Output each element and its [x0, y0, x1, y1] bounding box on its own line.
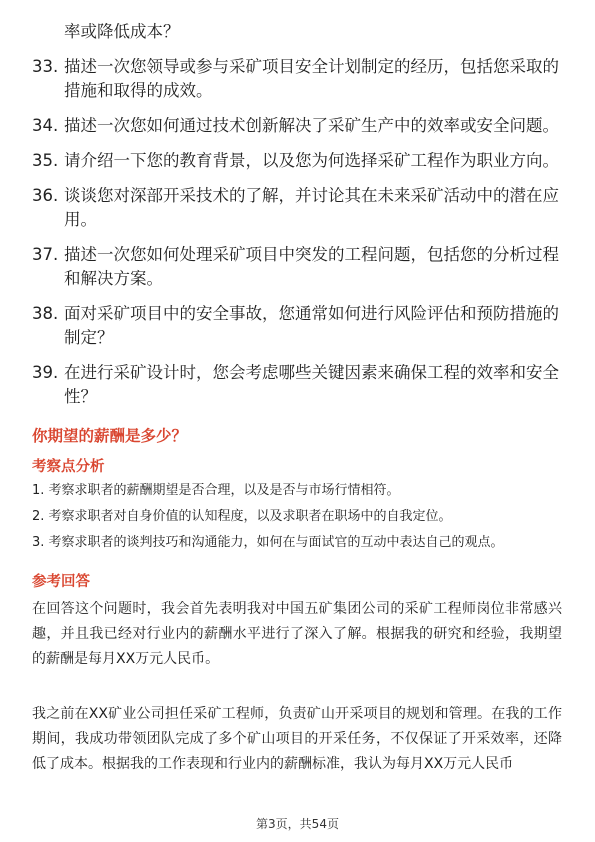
page-footer: 第3页，共54页	[256, 817, 339, 831]
question-item	[32, 114, 572, 138]
question-item	[32, 55, 572, 103]
question-text: 请介绍一下您的教育背景，以及您为何选择采矿工程作为职业方向。	[64, 151, 559, 170]
analysis-item: 1. 考察求职者的薪酬期望是否合理，以及是否与市场行情相符。	[32, 483, 400, 498]
question-number: 36.	[32, 186, 59, 205]
question-number: 39.	[32, 363, 59, 382]
answer-paragraph: 在回答这个问题时，我会首先表明我对中国五矿集团公司的采矿工程师岗位非常感兴趣，并且我已经对行业内的薪酬水平进行了深入了解。根据我的研究和经验，我期望的薪酬是每月XX万元人民币。	[32, 601, 562, 667]
question-number: 38.	[32, 304, 59, 323]
answer-paragraph: 我之前在XX矿业公司担任采矿工程师，负责矿山开采项目的规划和管理。在我的工作期间，我成功带领团队完成了多个矿山项目的开采任务，不仅保证了开采效率，还降低了成本。根据我的工作表现和行业内的薪酬标准，我认为每月XX万元人民币	[32, 706, 562, 772]
question-text: 率或降低成本？	[64, 22, 180, 41]
question-text: 描述一次您领导或参与采矿项目安全计划制定的经历，包括您采取的措施和取得的成效。	[64, 57, 559, 100]
question-number: 34.	[32, 116, 59, 135]
question-number: 35.	[32, 151, 59, 170]
question-item	[32, 302, 572, 350]
question-text: 在进行采矿设计时，您会考虑哪些关键因素来确保工程的效率和安全性？	[64, 363, 559, 406]
question-item	[32, 361, 572, 409]
analysis-heading: 考察点分析	[32, 459, 105, 475]
question-number: 37.	[32, 245, 59, 264]
section-question-title: 你期望的薪酬是多少？	[32, 427, 188, 445]
answer-body	[32, 597, 562, 777]
analysis-list	[32, 482, 572, 560]
question-item	[32, 20, 572, 44]
question-text: 面对采矿项目中的安全事故，您通常如何进行风险评估和预防措施的制定？	[64, 304, 559, 347]
question-text: 谈谈您对深部开采技术的了解，并讨论其在未来采矿活动中的潜在应用。	[64, 186, 559, 229]
analysis-item: 3. 考察求职者的谈判技巧和沟通能力，如何在与面试官的互动中表达自己的观点。	[32, 535, 504, 550]
answer-heading: 参考回答	[32, 574, 90, 590]
question-list	[32, 20, 572, 420]
question-item	[32, 149, 572, 173]
question-text: 描述一次您如何处理采矿项目中突发的工程问题，包括您的分析过程和解决方案。	[64, 245, 559, 288]
question-text: 描述一次您如何通过技术创新解决了采矿生产中的效率或安全问题。	[64, 116, 559, 135]
question-number: 33.	[32, 57, 59, 76]
question-item	[32, 184, 572, 232]
analysis-item: 2. 考察求职者对自身价值的认知程度，以及求职者在职场中的自我定位。	[32, 509, 452, 524]
question-item	[32, 243, 572, 291]
